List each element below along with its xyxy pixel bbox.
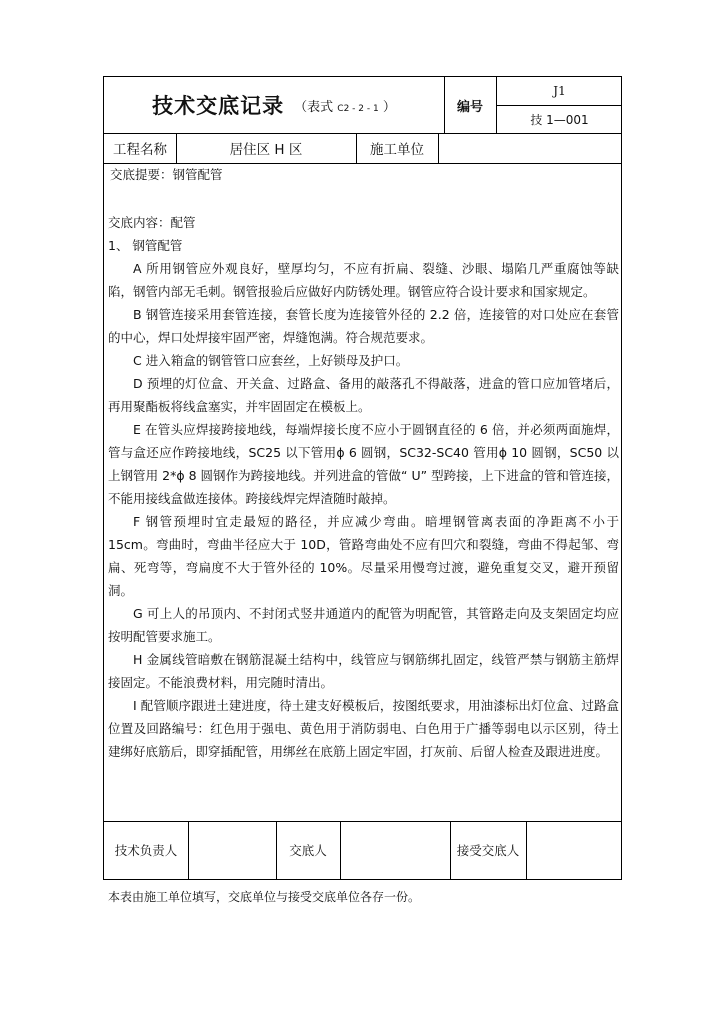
page-title: 技术交底记录 [152, 94, 285, 118]
footnote: 本表由施工单位填写，交底单位与接受交底单位各存一份。 [108, 890, 421, 904]
construction-unit-value [438, 133, 623, 163]
tech-lead-signature [188, 821, 276, 879]
disclosure-form [103, 76, 622, 880]
paragraph-i: I 配管顺序跟进土建进度，待土建支好模板后，按图纸要求，用油漆标出灯位盒、过路盒位置及回路编号：红色用于强电、黄色用于消防弱电、白色用于广播等弱电以示区别，待土建绑好底筋后，即穿插配管，用绑丝在底筋上固定牢固，打灰前、后留人检查及跟进进度。 [108, 698, 619, 759]
tech-lead-label: 技术负责人 [114, 843, 178, 858]
section-heading: 1、 钢管配管 [108, 238, 183, 253]
receiver-label: 接受交底人 [456, 843, 520, 858]
form-title [104, 77, 444, 133]
disclosure-content [108, 211, 619, 763]
number-label: 编号 [456, 99, 483, 115]
number-bottom: 技 1—001 [530, 112, 589, 127]
form-code: （表式 C2 - 2 - 1 ） [294, 99, 396, 115]
disclosure-summary: 交底提要：钢管配管 [110, 167, 223, 182]
divider [104, 163, 621, 164]
construction-unit-label: 施工单位 [370, 142, 424, 158]
paragraph-h: H 金属线管暗敷在钢筋混凝土结构中，线管应与钢筋绑扎固定，线管严禁与钢筋主筋焊接固定。不能浪费材料，用完随时清出。 [108, 652, 619, 690]
discloser-signature [340, 821, 450, 879]
project-name-value: 居住区 H 区 [229, 142, 303, 158]
number-top: J1 [553, 84, 566, 98]
paragraph-c: C 进入箱盒的钢管管口应套丝，上好锁母及护口。 [133, 353, 409, 368]
discloser-label: 交底人 [289, 843, 327, 858]
receiver-signature [526, 821, 623, 879]
paragraph-a: A 所用钢管应外观良好，壁厚均匀，不应有折扁、裂缝、沙眼、塌陷几严重腐蚀等缺陷，钢管内部无毛刺。钢管报验后应做好内防锈处理。钢管应符合设计要求和国家规定。 [108, 261, 619, 299]
paragraph-e: E 在管头应焊接跨接地线，每端焊接长度不应小于圆钢直径的 6 倍，并必须两面施焊，管与盒还应作跨接地线，SC25 以下管用ϕ 6 圆钢，SC32-SC40 管用ϕ 10 圆钢，SC50 以上钢管用 2*ϕ 8 圆钢作为跨接地线。并列进盒的管做“ U” 型跨接，上下进盒的管和管连接，不能用接线盒做连接体。跨接线焊完焊渣随时敲掉。 [108, 422, 619, 506]
paragraph-d: D 预埋的灯位盒、开关盒、过路盒、备用的敲落孔不得敲落，进盒的管口应加管堵后，再用聚酯板将线盒塞实，并牢固固定在模板上。 [108, 376, 619, 414]
content-heading: 交底内容：配管 [108, 215, 196, 230]
paragraph-g: G 可上人的吊顶内、不封闭式竖井通道内的配管为明配管，其管路走向及支架固定均应按明配管要求施工。 [108, 606, 619, 644]
project-name-label: 工程名称 [113, 142, 167, 158]
divider [444, 77, 445, 133]
divider [496, 105, 621, 106]
paragraph-f: F 钢管预埋时宜走最短的路径，并应减少弯曲。暗埋钢管离表面的净距离不小于 15cm。弯曲时，弯曲半径应大于 10D，管路弯曲处不应有凹穴和裂缝，弯曲不得起邹、弯扁、死弯等，弯扁度不大于管外径的 10%。尽量采用慢弯过渡，避免重复交叉，避开预留洞。 [108, 514, 619, 598]
paragraph-b: B 钢管连接采用套管连接，套管长度为连接管外径的 2.2 倍，连接管的对口处应在套管的中心，焊口处焊接牢固严密，焊缝饱满。符合规范要求。 [108, 307, 619, 345]
